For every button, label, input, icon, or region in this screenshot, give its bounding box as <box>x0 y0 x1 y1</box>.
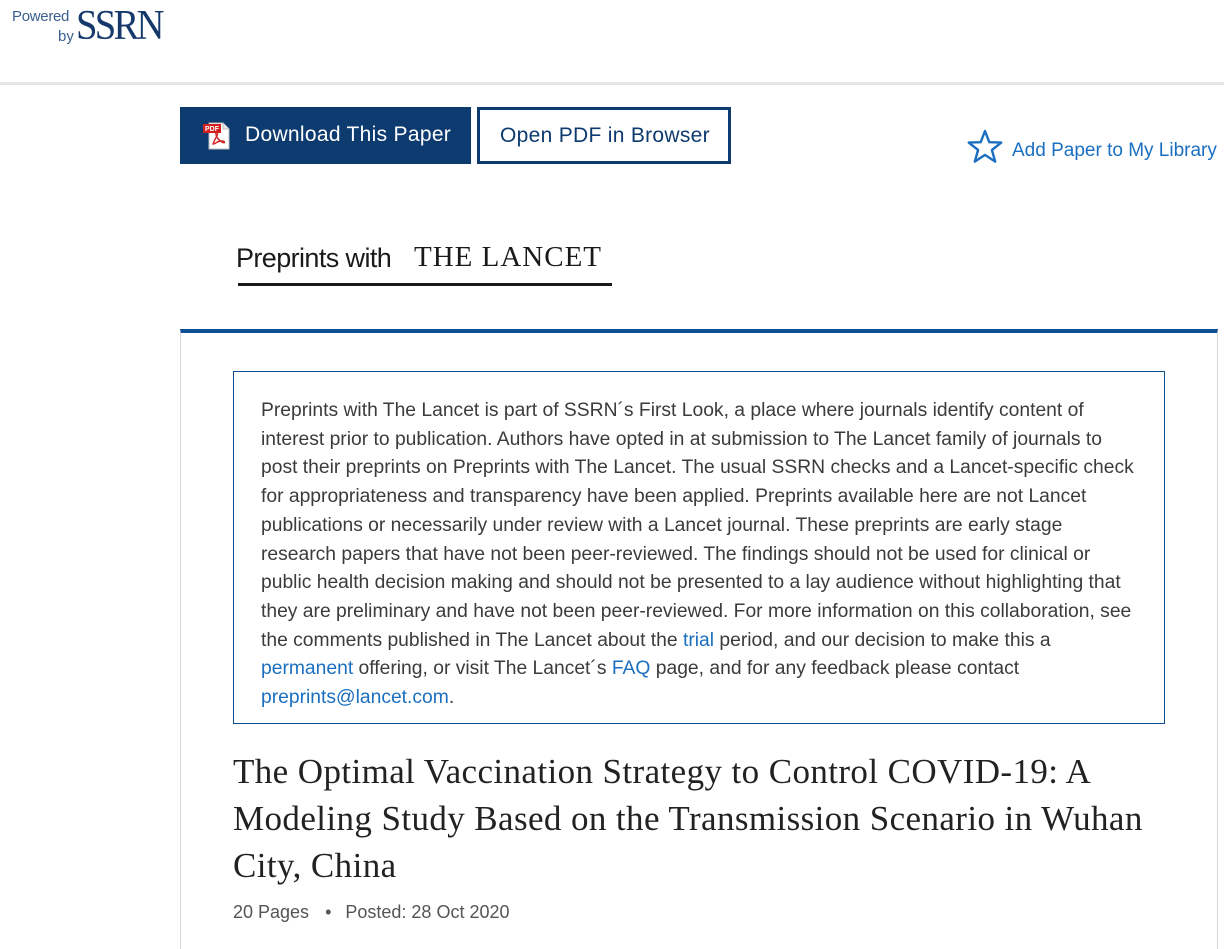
paper-meta <box>233 902 509 923</box>
logo-by-text: by <box>58 28 74 45</box>
download-paper-button[interactable] <box>180 107 471 164</box>
notice-text-3: offering, or visit The Lancet´s <box>353 658 612 680</box>
faq-link[interactable]: FAQ <box>611 658 651 680</box>
notice-text-2: period, and our decision to make this a <box>714 629 1051 651</box>
lancet-preprints-logo <box>236 243 616 289</box>
add-to-library-link[interactable] <box>966 128 1222 168</box>
meta-separator: • <box>325 902 332 922</box>
preprint-notice-text <box>261 397 1141 713</box>
notice-text-5: . <box>448 687 455 709</box>
logo-brand-text: SSRN <box>76 3 162 49</box>
ssrn-logo[interactable] <box>12 3 172 50</box>
add-to-library-label: Add Paper to My Library <box>1012 140 1217 161</box>
pdf-file-icon <box>202 120 234 152</box>
top-header <box>0 0 1224 85</box>
lancet-logo-brand: THE LANCET <box>414 241 602 273</box>
star-icon <box>966 128 1004 166</box>
paper-title: The Optimal Vaccination Strategy to Control COVID-19: A Modeling Study Based on the Transmission Scenario in Wuhan City, China <box>233 752 1143 885</box>
download-button-label: Download This Paper <box>245 123 452 146</box>
trial-link[interactable]: trial <box>682 629 715 651</box>
page-count: 20 Pages <box>233 902 310 922</box>
logo-powered-text: Powered <box>12 8 70 25</box>
open-pdf-button[interactable] <box>477 107 731 164</box>
email-link[interactable]: preprints@lancet.com <box>261 687 449 709</box>
notice-text-1: Preprints with The Lancet is part of SSRN´s First Look, a place where journals identify content of interest prior to publication. Authors have opted in at submission to The Lancet family of journals to post their preprints on Preprints with The Lancet. The usual SSRN checks and a Lancet-specific check for appropriateness and transparency have been applied. Preprints available here are not Lancet publications or necessarily under review with a Lancet journal. These preprints are early stage research papers that have not been peer-reviewed. The findings should not be used for clinical or public health decision making and should not be presented to a lay audience without highlighting that they are preliminary and have not been peer-reviewed. For more information on this collaboration, see the comments published in The Lancet about the <box>261 400 1134 651</box>
open-pdf-button-label: Open PDF in Browser <box>500 124 710 147</box>
permanent-link[interactable]: permanent <box>261 658 354 680</box>
lancet-logo-prefix: Preprints with <box>236 243 392 273</box>
notice-text-4: page, and for any feedback please contact <box>650 658 1020 680</box>
pdf-icon-label: PDF <box>205 126 219 134</box>
preprint-notice-box <box>233 371 1165 724</box>
posted-date: Posted: 28 Oct 2020 <box>345 902 510 922</box>
lancet-logo-underline <box>238 283 612 286</box>
